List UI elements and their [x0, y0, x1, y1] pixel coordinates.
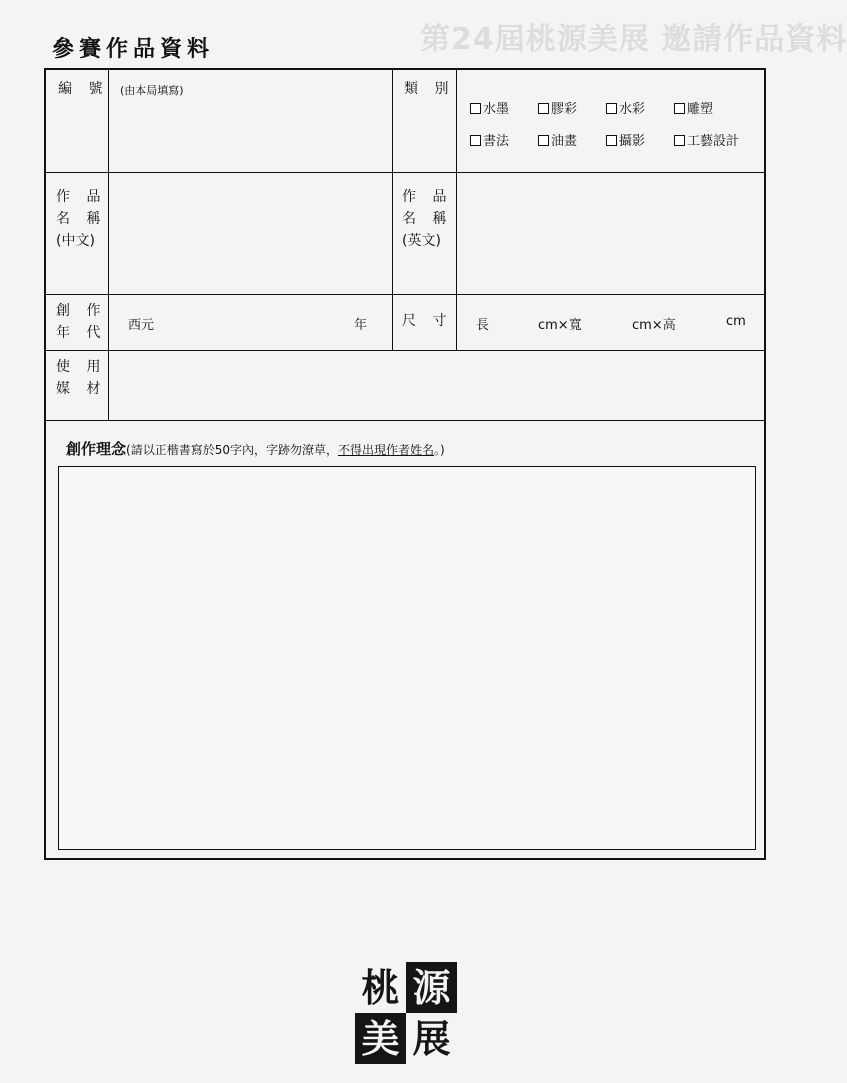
size-length: 長	[476, 318, 490, 333]
checkbox[interactable]	[538, 103, 549, 114]
bleed-through-header: 第24屆桃源美展 邀請作品資料	[420, 22, 847, 57]
checkbox[interactable]	[674, 103, 685, 114]
category-option-craft[interactable]: 工藝設計	[674, 130, 739, 149]
logo-char: 源	[406, 962, 457, 1013]
category-option-calligraphy[interactable]: 書法	[470, 130, 509, 149]
size-height: cm×高	[632, 318, 676, 333]
category-option-oil[interactable]: 油畫	[538, 130, 577, 149]
serial-label: 編 號	[58, 81, 109, 97]
title-zh-field[interactable]	[110, 174, 390, 292]
size-width: cm×寬	[538, 318, 582, 333]
category-option-photo[interactable]: 攝影	[606, 130, 645, 149]
category-option-watercolor[interactable]: 水彩	[606, 98, 645, 117]
col-divider	[392, 70, 393, 350]
year-suffix: 年	[354, 318, 368, 333]
title-en-field[interactable]	[458, 174, 764, 292]
category-label: 類 別	[404, 81, 455, 97]
title-en-label: 作 品 名 稱 (英文)	[402, 189, 453, 249]
checkbox[interactable]	[606, 135, 617, 146]
serial-note: (由本局填寫)	[120, 84, 184, 97]
checkbox[interactable]	[470, 135, 481, 146]
size-unit: cm	[726, 314, 746, 329]
col-divider	[108, 70, 109, 420]
row-divider	[46, 294, 764, 295]
concept-textarea[interactable]	[58, 466, 756, 850]
row-divider	[46, 420, 764, 421]
row-divider	[46, 350, 764, 351]
media-field[interactable]	[110, 352, 764, 418]
concept-heading: 創作理念(請以正楷書寫於50字內，字跡勿潦草，不得出現作者姓名。)	[66, 440, 445, 458]
category-option-ink[interactable]: 水墨	[470, 98, 509, 117]
page-title: 參賽作品資料	[52, 32, 220, 63]
year-field[interactable]	[166, 306, 346, 336]
year-label: 創 作 年 代	[56, 303, 107, 341]
col-divider	[456, 70, 457, 350]
size-label: 尺 寸	[402, 313, 453, 329]
category-option-sculpture[interactable]: 雕塑	[674, 98, 713, 117]
checkbox[interactable]	[470, 103, 481, 114]
media-label: 使 用 媒 材	[56, 359, 107, 397]
logo-char: 桃	[355, 962, 406, 1013]
category-option-gouache[interactable]: 膠彩	[538, 98, 577, 117]
checkbox[interactable]	[606, 103, 617, 114]
logo-char: 展	[406, 1013, 457, 1064]
logo-char: 美	[355, 1013, 406, 1064]
title-zh-label: 作 品 名 稱 (中文)	[56, 189, 107, 249]
checkbox[interactable]	[674, 135, 685, 146]
exhibition-logo	[355, 962, 457, 1064]
checkbox[interactable]	[538, 135, 549, 146]
year-prefix: 西元	[128, 318, 155, 333]
row-divider	[46, 172, 764, 173]
entry-form	[44, 68, 766, 860]
